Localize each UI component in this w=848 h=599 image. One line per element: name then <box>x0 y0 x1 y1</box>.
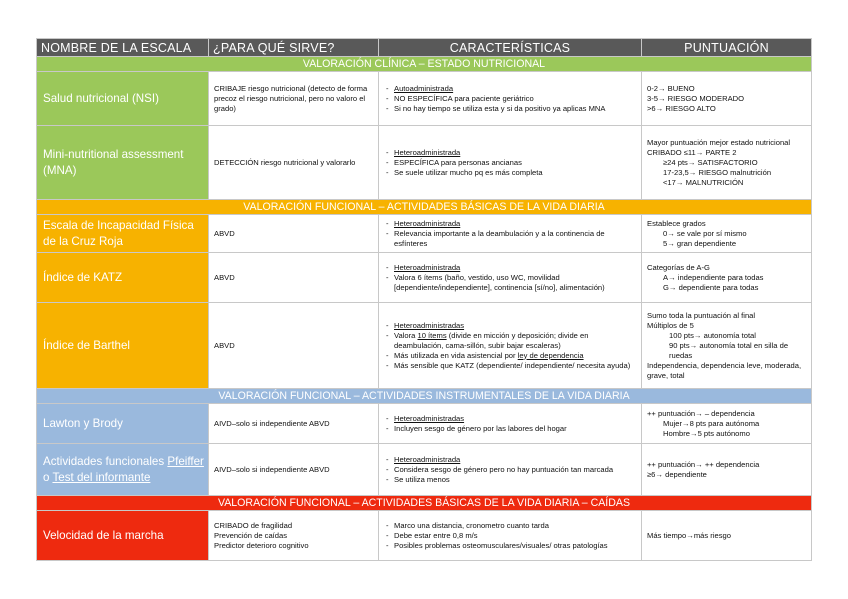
score-line: 0→ se vale por sí mismo <box>663 228 747 238</box>
section-title-caidas: VALORACIÓN FUNCIONAL – ACTIVIDADES BÁSICAS DE LA VIDA DIARIA – CAÍDAS <box>37 496 812 511</box>
section-row-instrumentales <box>37 389 812 404</box>
score-line: 0-2→ BUENO <box>647 83 695 93</box>
purpose-katz: ABVD <box>209 253 379 303</box>
feature-item: - ESPECÍFICA para personas ancianas <box>384 158 636 168</box>
table-row-barthel <box>37 303 812 389</box>
score-cruz-roja <box>642 215 812 253</box>
geriatric-scales-table <box>36 38 812 561</box>
section-title-nutricional: VALORACIÓN CLÍNICA – ESTADO NUTRICIONAL <box>37 57 812 72</box>
purpose-lawton: AIVD–solo si independiente ABVD <box>209 404 379 444</box>
feature-item: - Considera sesgo de género pero no hay puntuación tan marcada <box>384 465 636 475</box>
table-row-pfeiffer <box>37 444 812 496</box>
feature-item <box>384 331 636 351</box>
score-line: 17-23,5→ RIESGO malnutrición <box>663 167 772 177</box>
header-puntuacion: PUNTUACIÓN <box>642 39 812 57</box>
feature-item: - Heteroadministrada <box>384 148 636 158</box>
score-line: Múltiplos de 5 <box>647 320 694 330</box>
header-para-que: ¿PARA QUÉ SIRVE? <box>209 39 379 57</box>
score-lawton <box>642 404 812 444</box>
purpose-line: Predictor deterioro cognitivo <box>214 540 309 550</box>
feature-item: - Si no hay tiempo se utiliza esta y si da positivo ya aplicas MNA <box>384 104 636 114</box>
scales-table-sheet <box>36 38 811 561</box>
score-pfeiffer <box>642 444 812 496</box>
scale-name-nsi: Salud nutricional (NSI) <box>37 72 209 126</box>
feature-item: - Heteroadministradas <box>384 414 636 424</box>
section-title-abvd: VALORACIÓN FUNCIONAL – ACTIVIDADES BÁSICAS DE LA VIDA DIARIA <box>37 200 812 215</box>
section-row-abvd <box>37 200 812 215</box>
table-row-cruz-roja <box>37 215 812 253</box>
feature-item: - NO ESPECÍFICA para paciente geriátrico <box>384 94 636 104</box>
features-mna <box>379 126 642 200</box>
score-line: Independencia, dependencia leve, moderada, grave, total <box>647 360 802 380</box>
purpose-barthel: ABVD <box>209 303 379 389</box>
score-line: <17→ MALNUTRICIÓN <box>663 177 744 187</box>
feature-text: (divide en micción y deposición; divide en deambulación, cama-sillón, subir bajar escaleras) <box>394 330 589 350</box>
table-row-lawton <box>37 404 812 444</box>
score-line: >6→ RIESGO ALTO <box>647 103 716 113</box>
header-row <box>37 39 812 57</box>
score-mna <box>642 126 812 200</box>
feature-text: Valora <box>394 330 418 340</box>
score-line: Categorías de A-G <box>647 262 710 272</box>
header-nombre: NOMBRE DE LA ESCALA <box>37 39 209 57</box>
score-line: 5→ gran dependiente <box>663 238 737 248</box>
scale-name-lawton: Lawton y Brody <box>37 404 209 444</box>
feature-item: - Relevancia importante a la deambulación y a la continencia de esfínteres <box>384 229 636 249</box>
feature-item: - Incluyen sesgo de género por las labores del hogar <box>384 424 636 434</box>
feature-item: - Marco una distancia, cronometro cuanto tarda <box>384 521 636 531</box>
table-row-marcha <box>37 511 812 561</box>
scale-name-text: Actividades funcionales <box>43 454 168 468</box>
feature-item: - Autoadministrada <box>384 84 636 94</box>
features-nsi <box>379 72 642 126</box>
score-barthel <box>642 303 812 389</box>
feature-item: - Heteroadministradas <box>384 321 636 331</box>
features-lawton <box>379 404 642 444</box>
features-barthel <box>379 303 642 389</box>
feature-item: - Heteroadministrada <box>384 219 636 229</box>
purpose-mna: DETECCIÓN riesgo nutricional y valorarlo <box>209 126 379 200</box>
scale-name-katz: Índice de KATZ <box>37 253 209 303</box>
score-nsi <box>642 72 812 126</box>
purpose-marcha <box>209 511 379 561</box>
features-katz <box>379 253 642 303</box>
test-informante-link[interactable]: Test del informante <box>52 470 151 484</box>
purpose-line: CRIBADO de fragilidad <box>214 520 293 530</box>
score-line: 3-5→ RIESGO MODERADO <box>647 93 745 103</box>
score-line: 100 pts→ autonomía total <box>669 330 756 340</box>
score-line: CRIBADO ≤11→ PARTE 2 <box>647 147 737 157</box>
score-katz <box>642 253 812 303</box>
score-line: Mujer→8 pts para autónoma <box>663 418 760 428</box>
purpose-nsi: CRIBAJE riesgo nutricional (detecto de forma precoz el riesgo nutricional, pero no valoro el grado) <box>209 72 379 126</box>
feature-text: Más utilizada en vida asistencial por <box>394 350 518 360</box>
purpose-pfeiffer: AIVD–solo si independiente ABVD <box>209 444 379 496</box>
features-cruz-roja <box>379 215 642 253</box>
scale-name-cruz-roja: Escala de Incapacidad Física de la Cruz Roja <box>37 215 209 253</box>
features-marcha <box>379 511 642 561</box>
score-line: 90 pts→ autonomía total en silla de ruedas <box>669 340 789 360</box>
features-pfeiffer <box>379 444 642 496</box>
purpose-cruz-roja: ABVD <box>209 215 379 253</box>
scale-name-pfeiffer <box>37 444 209 496</box>
score-line: Más tiempo→más riesgo <box>647 530 731 540</box>
score-line: ≥24 pts→ SATISFACTORIO <box>663 157 758 167</box>
scale-name-marcha: Velocidad de la marcha <box>37 511 209 561</box>
scale-name-text: o <box>43 470 53 484</box>
score-marcha <box>642 511 812 561</box>
table-row-nsi <box>37 72 812 126</box>
section-row-nutricional <box>37 57 812 72</box>
scale-name-mna: Mini-nutritional assessment (MNA) <box>37 126 209 200</box>
feature-item: - Se suele utilizar mucho pq es más completa <box>384 168 636 178</box>
score-line: ≥6→ dependiente <box>647 469 707 479</box>
feature-item: - Heteroadministrada <box>384 263 636 273</box>
feature-item <box>384 351 636 361</box>
feature-item: - Debe estar entre 0,8 m/s <box>384 531 636 541</box>
score-line: G→ dependiente para todas <box>663 282 759 292</box>
feature-text-underlined: 10 ítems <box>417 330 447 340</box>
score-line: Mayor puntuación mejor estado nutricional <box>647 137 791 147</box>
table-row-mna <box>37 126 812 200</box>
score-line: Hombre→5 pts autónomo <box>663 428 750 438</box>
score-line: ++ puntuación→ ++ dependencia <box>647 459 760 469</box>
feature-item: - Más sensible que KATZ (dependiente/ independiente/ necesita ayuda) <box>384 361 636 371</box>
feature-item: - Posibles problemas osteomusculares/visuales/ otras patologías <box>384 541 636 551</box>
table-row-katz <box>37 253 812 303</box>
scale-name-barthel: Índice de Barthel <box>37 303 209 389</box>
score-line: A→ independiente para todas <box>663 272 764 282</box>
header-caracteristicas: CARACTERÍSTICAS <box>379 39 642 57</box>
feature-item: - Heteroadministrada <box>384 455 636 465</box>
feature-item: - Se utiliza menos <box>384 475 636 485</box>
feature-text-underlined: ley de dependencia <box>517 350 584 360</box>
section-row-caidas <box>37 496 812 511</box>
score-line: ++ puntuación→ – dependencia <box>647 408 755 418</box>
purpose-line: Prevención de caídas <box>214 530 288 540</box>
pfeiffer-link[interactable]: Pfeiffer <box>167 454 204 468</box>
section-title-instrumentales: VALORACIÓN FUNCIONAL – ACTIVIDADES INSTRUMENTALES DE LA VIDA DIARIA <box>37 389 812 404</box>
feature-item: - Valora 6 ítems (baño, vestido, uso WC, movilidad [dependiente/independiente], continencia [sí/no], alimentación) <box>384 273 636 293</box>
score-line: Sumo toda la puntuación al final <box>647 310 756 320</box>
score-line: Establece grados <box>647 218 706 228</box>
